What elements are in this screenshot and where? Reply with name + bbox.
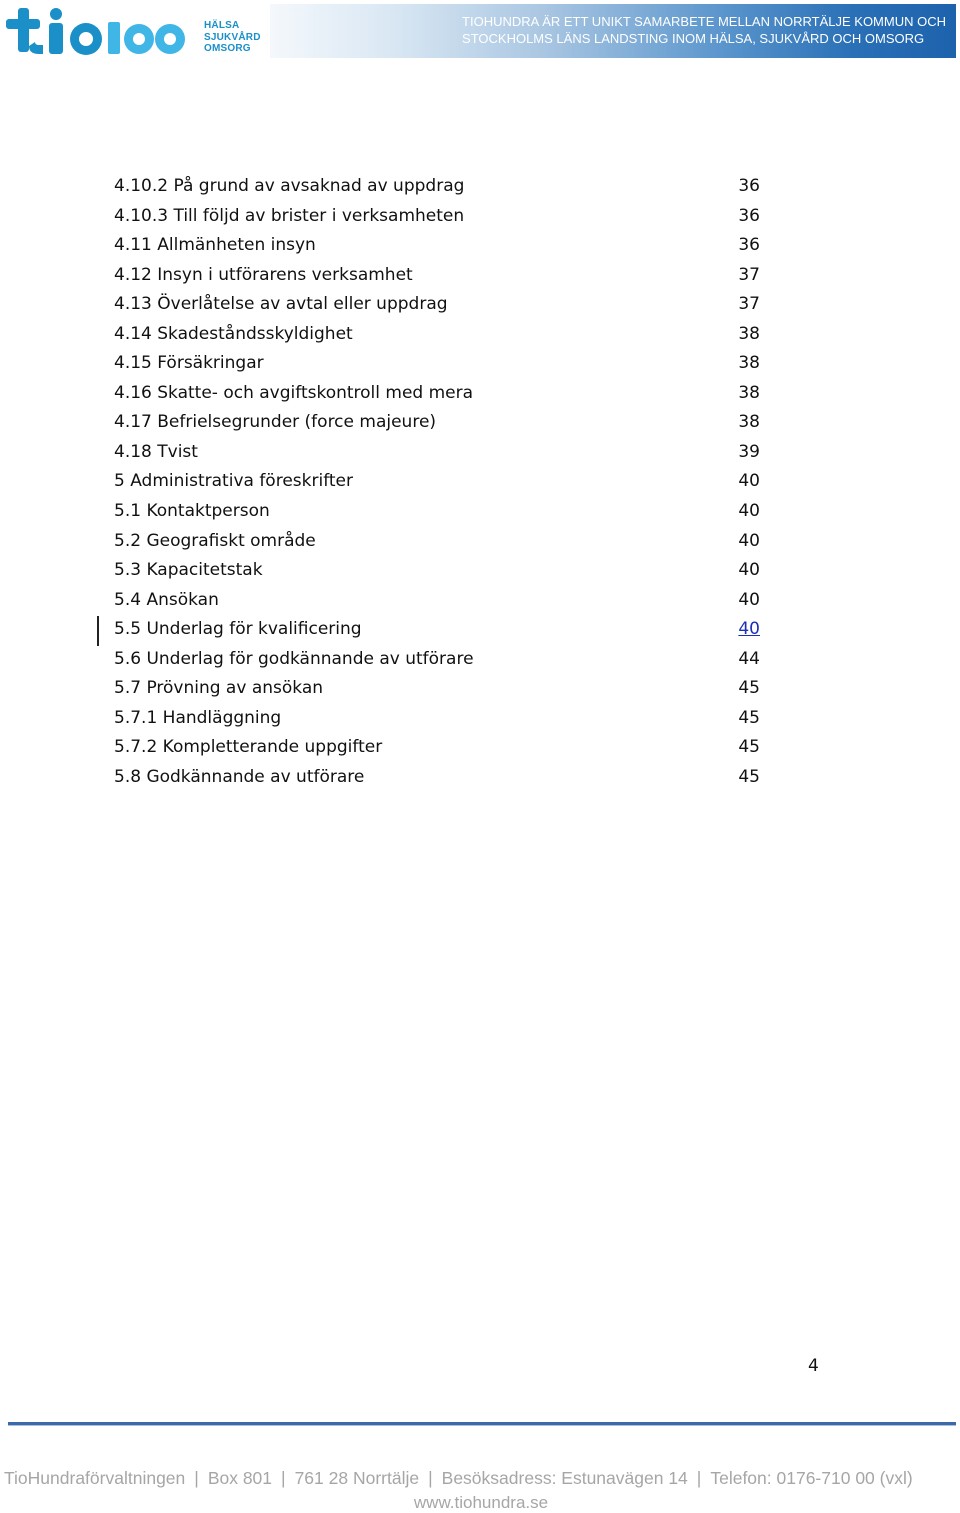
toc-entry-title[interactable]: 5.7.2 Kompletterande uppgifter [114, 737, 383, 758]
toc-entry[interactable] [114, 261, 764, 291]
toc-entry-title[interactable]: 5.4 Ansökan [114, 589, 219, 610]
banner-line: TIOHUNDRA ÄR ETT UNIKT SAMARBETE MELLAN NORRTÄLJE KOMMUN OCH [462, 14, 946, 29]
toc-entry-title[interactable]: 5.8 Godkännande av utförare [114, 766, 365, 787]
toc-entry[interactable] [114, 320, 764, 350]
toc-entry[interactable] [114, 172, 764, 202]
toc-entry-page[interactable]: 45 [738, 707, 760, 728]
toc-entry-page[interactable]: 38 [738, 353, 760, 374]
toc-entry-title[interactable]: 5.5 Underlag för kvalificering [114, 619, 362, 640]
toc-entry-page[interactable]: 40 [738, 560, 760, 581]
toc-entry-title[interactable]: 5.2 Geografiskt område [114, 530, 316, 551]
toc-entry-page[interactable]: 45 [738, 678, 760, 699]
toc-entry-page-link[interactable]: 40 [738, 619, 760, 640]
toc-entry-page[interactable]: 37 [738, 294, 760, 315]
toc-entry[interactable] [114, 556, 764, 586]
toc-entry-title[interactable]: 4.13 Överlåtelse av avtal eller uppdrag [114, 294, 448, 315]
footer-postal: 761 28 Norrtälje [294, 1468, 420, 1488]
toc-entry-title[interactable]: 5.7.1 Handläggning [114, 707, 282, 728]
toc-entry-title[interactable]: 5 Administrativa föreskrifter [114, 471, 353, 492]
toc-entry-page[interactable]: 40 [738, 530, 760, 551]
toc-entry-title[interactable]: 4.10.3 Till följd av brister i verksamheten [114, 205, 465, 226]
toc-entry-page[interactable]: 45 [738, 737, 760, 758]
revision-change-bar [97, 616, 99, 646]
toc-entry[interactable] [114, 674, 764, 704]
toc-entry-page[interactable]: 40 [738, 501, 760, 522]
toc-entry-title[interactable]: 4.15 Försäkringar [114, 353, 264, 374]
toc-entry-title[interactable]: 5.1 Kontaktperson [114, 501, 270, 522]
toc-entry-page[interactable]: 37 [738, 264, 760, 285]
toc-entry-page[interactable]: 38 [738, 412, 760, 433]
toc-entry-title[interactable]: 4.18 Tvist [114, 441, 198, 462]
footer-separator: | [696, 1468, 702, 1488]
banner-text [462, 14, 946, 47]
toc-entry[interactable] [114, 497, 764, 527]
toc-entry-title[interactable]: 4.11 Allmänheten insyn [114, 235, 316, 256]
table-of-contents [114, 172, 764, 792]
toc-entry[interactable] [114, 467, 764, 497]
toc-entry-page[interactable]: 36 [738, 235, 760, 256]
toc-entry-page[interactable]: 36 [738, 176, 760, 196]
toc-entry[interactable] [114, 645, 764, 675]
header-banner [270, 4, 956, 58]
toc-entry[interactable] [114, 290, 764, 320]
toc-entry[interactable] [114, 408, 764, 438]
banner-line: STOCKHOLMS LÄNS LANDSTING INOM HÄLSA, SJUKVÅRD OCH OMSORG [462, 30, 925, 46]
footer-separator: | [281, 1468, 286, 1488]
brand-tagline [204, 20, 268, 55]
toc-entry[interactable] [114, 527, 764, 557]
footer-contact [4, 1468, 960, 1489]
toc-entry-page[interactable]: 36 [738, 205, 760, 226]
footer-phone: Telefon: 0176-710 00 (vxl) [710, 1468, 913, 1488]
brand-line: OMSORG [204, 43, 251, 54]
footer-separator: | [194, 1468, 199, 1488]
toc-entry-page[interactable]: 44 [738, 648, 760, 669]
toc-entry-page[interactable]: 40 [738, 471, 760, 492]
toc-entry[interactable] [114, 763, 764, 793]
footer-org: TioHundraförvaltningen [4, 1468, 186, 1488]
toc-entry[interactable] [114, 438, 764, 468]
toc-entry-page[interactable]: 38 [738, 382, 760, 403]
page-header [0, 0, 960, 62]
footer-address: Besöksadress: Estunavägen 14 [441, 1468, 688, 1488]
toc-entry-title[interactable]: 4.16 Skatte- och avgiftskontroll med mera [114, 382, 474, 403]
logo-graphic [4, 6, 190, 58]
toc-entry[interactable] [114, 379, 764, 409]
toc-entry[interactable] [114, 586, 764, 616]
toc-entry[interactable] [114, 733, 764, 763]
toc-entry-title[interactable]: 5.7 Prövning av ansökan [114, 678, 324, 699]
toc-entry-page[interactable]: 38 [738, 323, 760, 344]
toc-entry-page[interactable]: 39 [738, 441, 760, 462]
toc-entry-title[interactable]: 4.10.2 På grund av avsaknad av uppdrag [114, 176, 465, 196]
toc-entry-title[interactable]: 4.14 Skadeståndsskyldighet [114, 323, 353, 344]
toc-entry[interactable] [114, 202, 764, 232]
page-number: 4 [808, 1356, 819, 1376]
footer-divider [8, 1422, 956, 1426]
footer-website: www.tiohundra.se [413, 1493, 549, 1512]
toc-entry[interactable] [114, 615, 764, 645]
footer-box: Box 801 [207, 1468, 273, 1488]
tiohundra-logo [4, 6, 190, 58]
toc-entry-title[interactable]: 5.3 Kapacitetstak [114, 560, 263, 581]
toc-entry[interactable] [114, 231, 764, 261]
brand-line: HÄLSA [204, 20, 240, 31]
toc-entry-title[interactable]: 4.12 Insyn i utförarens verksamhet [114, 264, 413, 285]
toc-entry[interactable] [114, 349, 764, 379]
toc-entry-page[interactable]: 40 [738, 589, 760, 610]
toc-entry-title[interactable]: 5.6 Underlag för godkännande av utförare [114, 648, 474, 669]
toc-entry[interactable] [114, 704, 764, 734]
toc-entry-page[interactable]: 45 [738, 766, 760, 787]
footer-separator: | [428, 1468, 433, 1488]
brand-line: SJUKVÅRD [204, 31, 261, 43]
toc-entry-title[interactable]: 4.17 Befrielsegrunder (force majeure) [114, 412, 437, 433]
